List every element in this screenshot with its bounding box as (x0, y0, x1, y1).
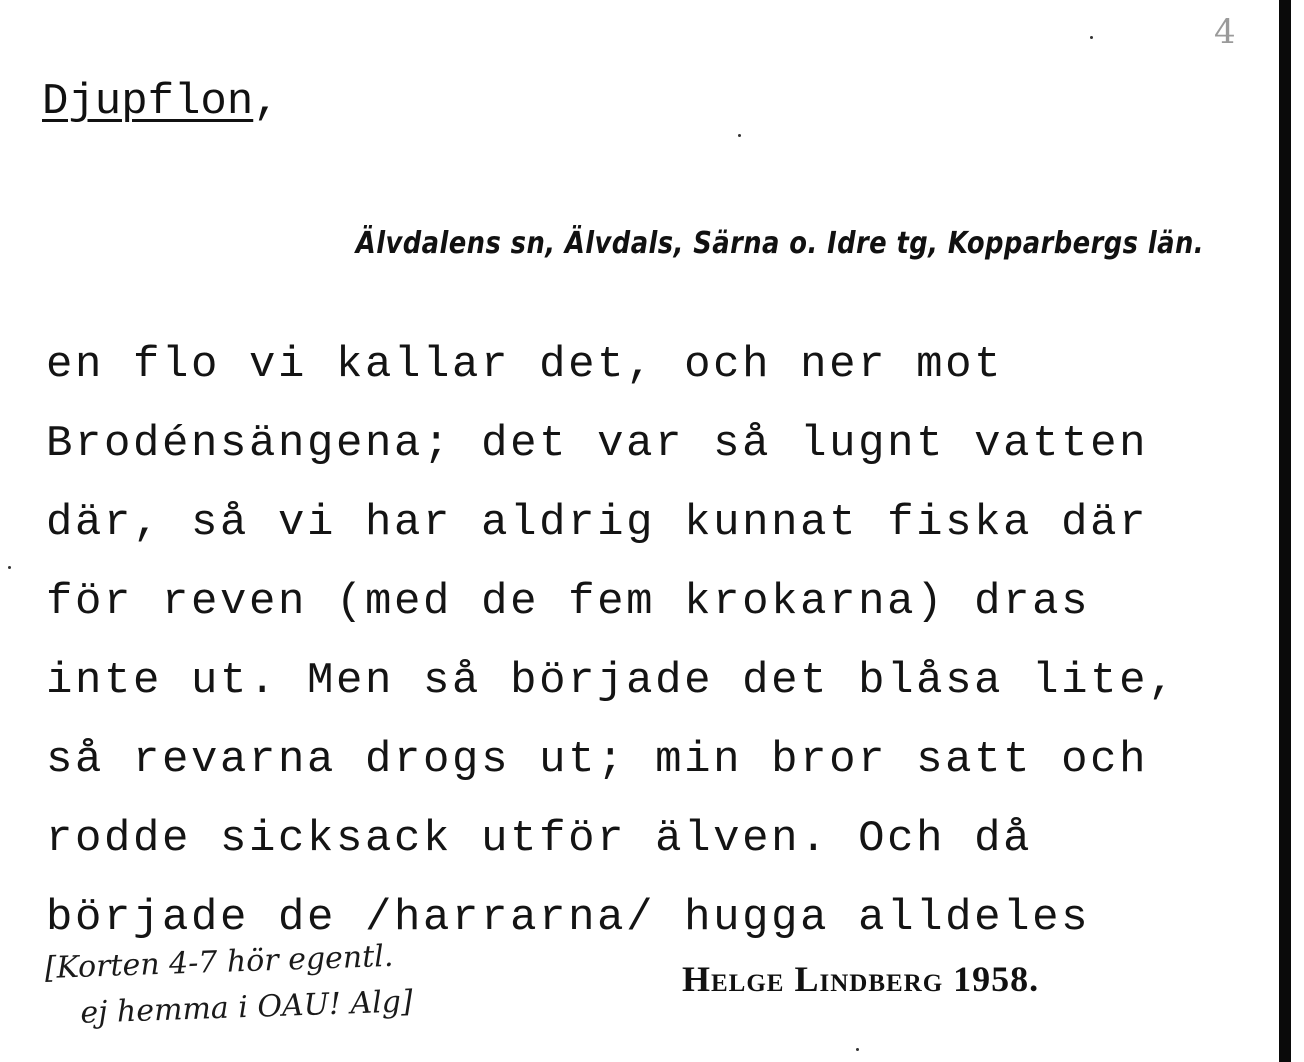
scan-speck (738, 134, 741, 137)
body-line: började de /harrarna/ hugga alldeles (46, 893, 1091, 943)
body-line: för reven (med de fem krokarna) dras (46, 577, 1091, 627)
collector-signature: Helge Lindberg 1958. (682, 959, 1040, 999)
headword-text: Djupflon (42, 77, 254, 127)
body-line: rodde sicksack utför älven. Och då (46, 814, 1033, 864)
handwritten-note (44, 933, 413, 1038)
body-text (46, 326, 1177, 958)
body-line: Brodénsängena; det var så lugnt vatten (46, 419, 1149, 469)
handwritten-note-line: ej hemma i OAU! Alg] (79, 984, 414, 1031)
card-edge-bar (1279, 0, 1291, 1062)
scan-speck (856, 1048, 859, 1051)
headword (42, 72, 280, 132)
body-line: inte ut. Men så började det blåsa lite, (46, 656, 1178, 706)
body-line: så revarna drogs ut; min bror satt och (46, 735, 1149, 785)
page-number: 4 (1214, 12, 1237, 52)
headword-punctuation: , (253, 77, 280, 127)
scan-speck (8, 566, 11, 569)
scan-speck (1090, 36, 1093, 39)
body-line: en flo vi kallar det, och ner mot (46, 340, 1004, 390)
parish-location-line: Älvdalens sn, Älvdals, Särna o. Idre tg, Kopparbergs län. (355, 226, 1204, 261)
body-line: där, så vi har aldrig kunnat fiska där (46, 498, 1149, 548)
handwritten-note-line: [Korten 4-7 hör egentl. (44, 938, 394, 986)
